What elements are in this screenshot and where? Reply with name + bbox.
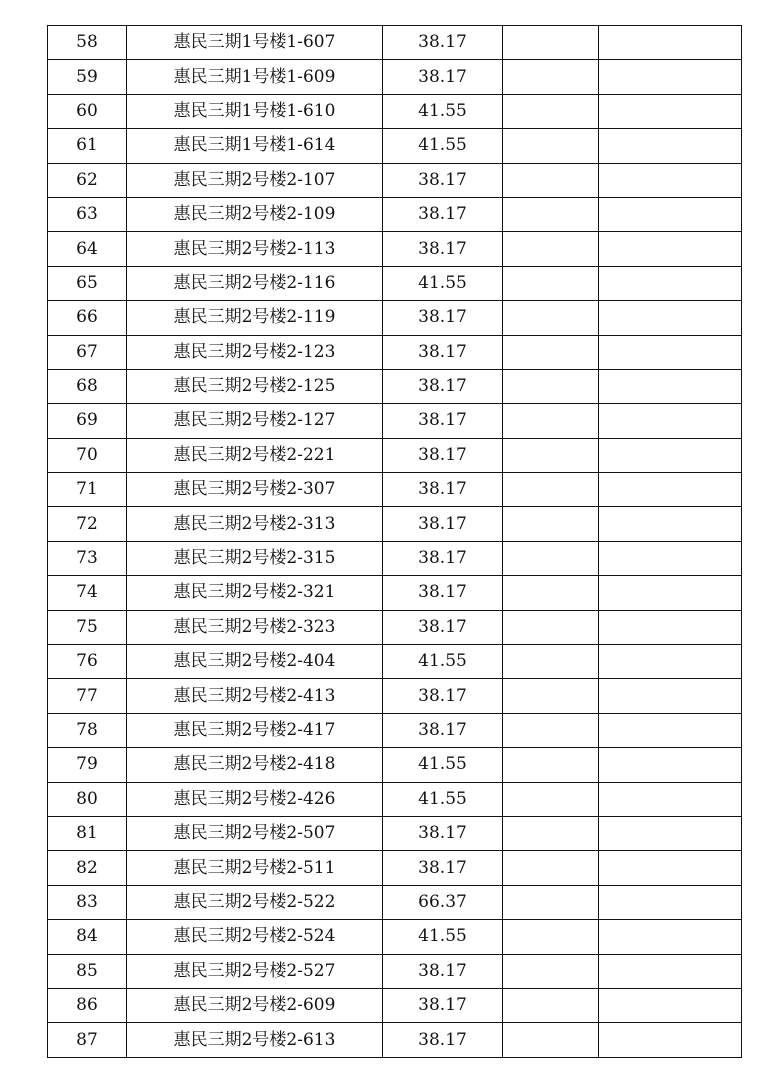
- unit-name-cell: 惠民三期2号楼2-113: [127, 232, 383, 266]
- empty-cell: [599, 26, 742, 60]
- empty-cell: [599, 541, 742, 575]
- area-cell: 38.17: [383, 197, 503, 231]
- row-number-cell: 79: [48, 748, 127, 782]
- area-cell: 38.17: [383, 26, 503, 60]
- area-cell: 41.55: [383, 782, 503, 816]
- table-row: [48, 232, 742, 266]
- row-number-cell: 61: [48, 129, 127, 163]
- empty-cell: [503, 163, 599, 197]
- table-row: [48, 129, 742, 163]
- table-row: [48, 541, 742, 575]
- row-number-cell: 83: [48, 885, 127, 919]
- area-cell: 38.17: [383, 679, 503, 713]
- area-cell: 38.17: [383, 232, 503, 266]
- table-row: [48, 473, 742, 507]
- empty-cell: [599, 748, 742, 782]
- empty-cell: [503, 26, 599, 60]
- row-number-cell: 62: [48, 163, 127, 197]
- unit-name-cell: 惠民三期1号楼1-610: [127, 94, 383, 128]
- row-number-cell: 64: [48, 232, 127, 266]
- area-cell: 38.17: [383, 473, 503, 507]
- unit-name-cell: 惠民三期2号楼2-527: [127, 954, 383, 988]
- table-row: [48, 851, 742, 885]
- empty-cell: [503, 473, 599, 507]
- row-number-cell: 59: [48, 60, 127, 94]
- row-number-cell: 63: [48, 197, 127, 231]
- row-number-cell: 81: [48, 816, 127, 850]
- area-cell: 38.17: [383, 163, 503, 197]
- table-row: [48, 988, 742, 1022]
- table-row: [48, 816, 742, 850]
- unit-name-cell: 惠民三期2号楼2-418: [127, 748, 383, 782]
- empty-cell: [503, 438, 599, 472]
- empty-cell: [599, 335, 742, 369]
- empty-cell: [599, 369, 742, 403]
- row-number-cell: 70: [48, 438, 127, 472]
- unit-name-cell: 惠民三期2号楼2-323: [127, 610, 383, 644]
- empty-cell: [599, 816, 742, 850]
- row-number-cell: 73: [48, 541, 127, 575]
- area-cell: 38.17: [383, 60, 503, 94]
- empty-cell: [503, 60, 599, 94]
- area-cell: 38.17: [383, 438, 503, 472]
- row-number-cell: 82: [48, 851, 127, 885]
- unit-name-cell: 惠民三期2号楼2-426: [127, 782, 383, 816]
- row-number-cell: 69: [48, 404, 127, 438]
- row-number-cell: 78: [48, 713, 127, 747]
- area-cell: 38.17: [383, 507, 503, 541]
- empty-cell: [599, 60, 742, 94]
- empty-cell: [503, 335, 599, 369]
- unit-name-cell: 惠民三期2号楼2-315: [127, 541, 383, 575]
- empty-cell: [503, 816, 599, 850]
- empty-cell: [599, 197, 742, 231]
- empty-cell: [503, 610, 599, 644]
- empty-cell: [503, 645, 599, 679]
- unit-name-cell: 惠民三期2号楼2-127: [127, 404, 383, 438]
- area-cell: 41.55: [383, 920, 503, 954]
- area-cell: 41.55: [383, 645, 503, 679]
- unit-name-cell: 惠民三期2号楼2-109: [127, 197, 383, 231]
- area-cell: 38.17: [383, 301, 503, 335]
- unit-name-cell: 惠民三期2号楼2-119: [127, 301, 383, 335]
- empty-cell: [503, 197, 599, 231]
- empty-cell: [599, 473, 742, 507]
- empty-cell: [599, 404, 742, 438]
- row-number-cell: 87: [48, 1023, 127, 1057]
- area-cell: 38.17: [383, 816, 503, 850]
- document-page: [47, 25, 741, 1058]
- empty-cell: [503, 94, 599, 128]
- empty-cell: [503, 920, 599, 954]
- empty-cell: [599, 713, 742, 747]
- empty-cell: [503, 507, 599, 541]
- area-cell: 38.17: [383, 610, 503, 644]
- empty-cell: [503, 541, 599, 575]
- table-row: [48, 197, 742, 231]
- unit-name-cell: 惠民三期2号楼2-307: [127, 473, 383, 507]
- area-cell: 38.17: [383, 576, 503, 610]
- area-cell: 38.17: [383, 954, 503, 988]
- empty-cell: [599, 1023, 742, 1057]
- row-number-cell: 85: [48, 954, 127, 988]
- table-row: [48, 713, 742, 747]
- empty-cell: [599, 920, 742, 954]
- area-cell: 38.17: [383, 1023, 503, 1057]
- table-row: [48, 266, 742, 300]
- unit-name-cell: 惠民三期2号楼2-313: [127, 507, 383, 541]
- table-row: [48, 885, 742, 919]
- table-row: [48, 645, 742, 679]
- row-number-cell: 71: [48, 473, 127, 507]
- empty-cell: [503, 404, 599, 438]
- unit-name-cell: 惠民三期2号楼2-404: [127, 645, 383, 679]
- area-cell: 66.37: [383, 885, 503, 919]
- table-row: [48, 438, 742, 472]
- empty-cell: [503, 576, 599, 610]
- area-cell: 38.17: [383, 404, 503, 438]
- unit-name-cell: 惠民三期2号楼2-417: [127, 713, 383, 747]
- table-row: [48, 748, 742, 782]
- unit-name-cell: 惠民三期2号楼2-123: [127, 335, 383, 369]
- empty-cell: [503, 782, 599, 816]
- empty-cell: [599, 163, 742, 197]
- empty-cell: [599, 266, 742, 300]
- table-row: [48, 954, 742, 988]
- empty-cell: [599, 988, 742, 1022]
- row-number-cell: 66: [48, 301, 127, 335]
- empty-cell: [503, 679, 599, 713]
- unit-name-cell: 惠民三期2号楼2-221: [127, 438, 383, 472]
- unit-name-cell: 惠民三期2号楼2-107: [127, 163, 383, 197]
- area-cell: 41.55: [383, 266, 503, 300]
- table-row: [48, 576, 742, 610]
- row-number-cell: 84: [48, 920, 127, 954]
- empty-cell: [503, 129, 599, 163]
- table-row: [48, 26, 742, 60]
- unit-name-cell: 惠民三期2号楼2-116: [127, 266, 383, 300]
- unit-name-cell: 惠民三期2号楼2-125: [127, 369, 383, 403]
- empty-cell: [503, 301, 599, 335]
- empty-cell: [503, 851, 599, 885]
- table-row: [48, 610, 742, 644]
- unit-name-cell: 惠民三期2号楼2-524: [127, 920, 383, 954]
- table-row: [48, 1023, 742, 1057]
- area-cell: 41.55: [383, 94, 503, 128]
- unit-name-cell: 惠民三期2号楼2-522: [127, 885, 383, 919]
- row-number-cell: 77: [48, 679, 127, 713]
- area-cell: 38.17: [383, 851, 503, 885]
- unit-name-cell: 惠民三期2号楼2-321: [127, 576, 383, 610]
- table-row: [48, 369, 742, 403]
- empty-cell: [599, 438, 742, 472]
- row-number-cell: 72: [48, 507, 127, 541]
- row-number-cell: 60: [48, 94, 127, 128]
- empty-cell: [599, 129, 742, 163]
- empty-cell: [503, 1023, 599, 1057]
- empty-cell: [599, 507, 742, 541]
- housing-table: [47, 25, 742, 1058]
- area-cell: 38.17: [383, 713, 503, 747]
- empty-cell: [503, 954, 599, 988]
- table-body: [48, 26, 742, 1058]
- empty-cell: [503, 748, 599, 782]
- empty-cell: [503, 266, 599, 300]
- unit-name-cell: 惠民三期2号楼2-511: [127, 851, 383, 885]
- empty-cell: [599, 851, 742, 885]
- empty-cell: [599, 576, 742, 610]
- table-row: [48, 679, 742, 713]
- empty-cell: [503, 232, 599, 266]
- empty-cell: [599, 782, 742, 816]
- row-number-cell: 65: [48, 266, 127, 300]
- table-row: [48, 920, 742, 954]
- empty-cell: [599, 301, 742, 335]
- row-number-cell: 67: [48, 335, 127, 369]
- area-cell: 38.17: [383, 335, 503, 369]
- area-cell: 38.17: [383, 541, 503, 575]
- empty-cell: [503, 885, 599, 919]
- unit-name-cell: 惠民三期1号楼1-614: [127, 129, 383, 163]
- row-number-cell: 68: [48, 369, 127, 403]
- row-number-cell: 74: [48, 576, 127, 610]
- empty-cell: [599, 954, 742, 988]
- unit-name-cell: 惠民三期2号楼2-613: [127, 1023, 383, 1057]
- table-row: [48, 507, 742, 541]
- table-row: [48, 335, 742, 369]
- row-number-cell: 76: [48, 645, 127, 679]
- area-cell: 38.17: [383, 988, 503, 1022]
- empty-cell: [599, 610, 742, 644]
- empty-cell: [503, 988, 599, 1022]
- row-number-cell: 80: [48, 782, 127, 816]
- row-number-cell: 58: [48, 26, 127, 60]
- unit-name-cell: 惠民三期2号楼2-413: [127, 679, 383, 713]
- empty-cell: [503, 713, 599, 747]
- empty-cell: [599, 679, 742, 713]
- row-number-cell: 86: [48, 988, 127, 1022]
- table-row: [48, 60, 742, 94]
- table-row: [48, 163, 742, 197]
- unit-name-cell: 惠民三期1号楼1-609: [127, 60, 383, 94]
- table-row: [48, 782, 742, 816]
- area-cell: 38.17: [383, 369, 503, 403]
- area-cell: 41.55: [383, 129, 503, 163]
- empty-cell: [599, 94, 742, 128]
- empty-cell: [599, 645, 742, 679]
- row-number-cell: 75: [48, 610, 127, 644]
- table-row: [48, 404, 742, 438]
- table-row: [48, 94, 742, 128]
- unit-name-cell: 惠民三期1号楼1-607: [127, 26, 383, 60]
- unit-name-cell: 惠民三期2号楼2-609: [127, 988, 383, 1022]
- empty-cell: [599, 885, 742, 919]
- empty-cell: [599, 232, 742, 266]
- area-cell: 41.55: [383, 748, 503, 782]
- empty-cell: [503, 369, 599, 403]
- table-row: [48, 301, 742, 335]
- unit-name-cell: 惠民三期2号楼2-507: [127, 816, 383, 850]
